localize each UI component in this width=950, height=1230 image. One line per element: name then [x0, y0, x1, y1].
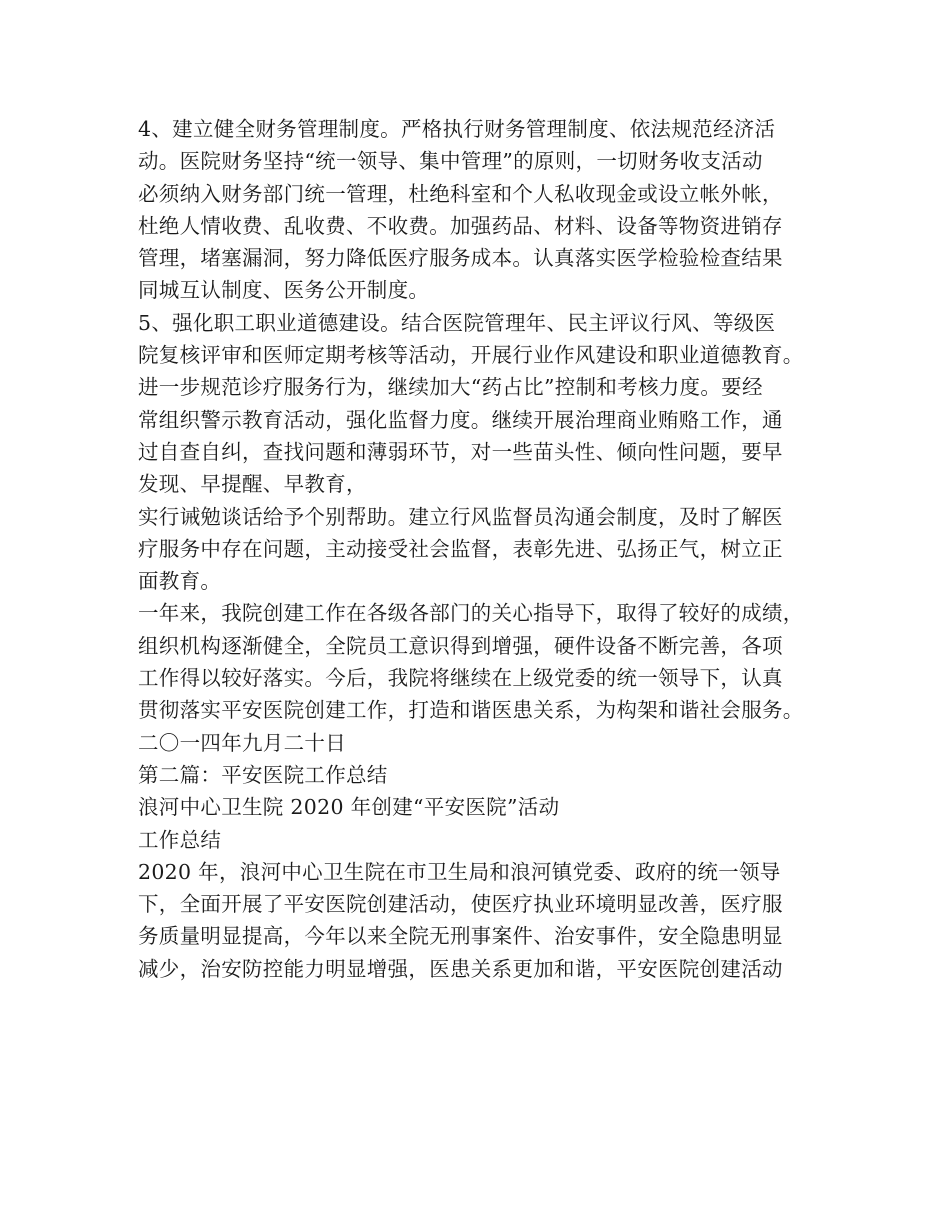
- text-line: 发现、早提醒、早教育，: [138, 472, 367, 497]
- report-title-line: 浪河中心卫生院 2020 年创建“平安医院”活动: [138, 795, 560, 820]
- text-line: 院复核评审和医师定期考核等活动，开展行业作风建设和职业道德教育。: [138, 343, 804, 368]
- text-line: 2020 年，浪河中心卫生院在市卫生局和浪河镇党委、政府的统一领导: [138, 859, 781, 884]
- text-line: 工作得以较好落实。今后，我院将继续在上级党委的统一领导下，认真: [138, 666, 783, 691]
- text-line: 组织机构逐渐健全，全院员工意识得到增强，硬件设备不断完善，各项: [138, 633, 783, 658]
- text-line: 一年来，我院创建工作在各级各部门的关心指导下，取得了较好的成绩，: [138, 601, 804, 626]
- text-line: 杜绝人情收费、乱收费、不收费。加强药品、材料、设备等物资进销存: [138, 213, 783, 238]
- text-line: 贯彻落实平安医院创建工作，打造和谐医患关系，为构架和谐社会服务。: [138, 698, 804, 723]
- text-line: 疗服务中存在问题，主动接受社会监督，表彰先进、弘扬正气，树立正: [138, 536, 783, 561]
- text-line: 进一步规范诊疗服务行为，继续加大“药占比”控制和考核力度。要经: [138, 375, 763, 400]
- document-body: [138, 113, 838, 985]
- text-line: 减少，治安防控能力明显增强，医患关系更加和谐，平安医院创建活动: [138, 956, 783, 981]
- text-line: 常组织警示教育活动，强化监督力度。继续开展治理商业贿赂工作，通: [138, 407, 783, 432]
- text-line: 面教育。: [138, 569, 222, 594]
- text-line: 5、强化职工职业道德建设。结合医院管理年、民主评议行风、等级医: [138, 310, 776, 335]
- report-title-line: 工作总结: [138, 827, 222, 852]
- text-line: 动。医院财务坚持“统一领导、集中管理”的原则，一切财务收支活动: [138, 149, 763, 174]
- text-line: 实行诫勉谈话给予个别帮助。建立行风监督员沟通会制度，及时了解医: [138, 504, 783, 529]
- text-line: 过自查自纠，查找问题和薄弱环节，对一些苗头性、倾向性问题，要早: [138, 439, 783, 464]
- section-heading: 第二篇：平安医院工作总结: [138, 762, 388, 787]
- text-line: 管理，堵塞漏洞，努力降低医疗服务成本。认真落实医学检验检查结果: [138, 246, 783, 271]
- text-line: 4、建立健全财务管理制度。严格执行财务管理制度、依法规范经济活: [138, 117, 776, 141]
- date-line: 二〇一四年九月二十日: [138, 730, 346, 755]
- text-line: 必须纳入财务部门统一管理，杜绝科室和个人私收现金或设立帐外帐，: [138, 181, 783, 206]
- text-line: 同城互认制度、医务公开制度。: [138, 278, 430, 303]
- text-line: 务质量明显提高，今年以来全院无刑事案件、治安事件，安全隐患明显: [138, 924, 783, 949]
- text-line: 下，全面开展了平安医院创建活动，使医疗执业环境明显改善，医疗服: [138, 892, 783, 917]
